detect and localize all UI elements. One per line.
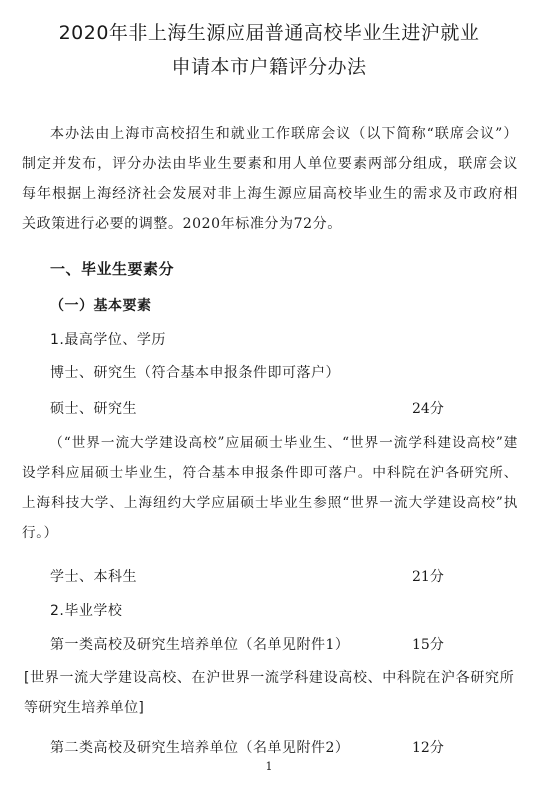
school-class2-score: 12分 [412, 740, 444, 756]
degree-master-score: 24分 [412, 401, 444, 417]
school-class1-note: [世界一流大学建设高校、在沪世界一流学科建设高校、中科院在沪各研究所等研究生培养单位] [24, 670, 514, 716]
degree-bachelor-label: 学士、本科生 [50, 569, 137, 585]
page-number: 1 [265, 760, 273, 773]
master-note: （“世界一流大学建设高校”应届硕士毕业生、“世界一流学科建设高校”建设学科应届硕士毕业生，符合基本申报条件即可落户。中科院在沪各研究所、上海科技大学、上海纽约大学应届硕士毕业生参照“世界一流大学建设高校”执行。） [22, 435, 518, 541]
school-class1-label: 第一类高校及研究生培养单位（名单见附件1） [50, 637, 350, 653]
intro-paragraph: 本办法由上海市高校招生和就业工作联席会议（以下简称“联席会议”）制定并发布，评分办法由毕业生要素和用人单位要素两部分组成，联席会议每年根据上海经济社会发展对非上海生源应届高校毕业生的需求及市政府相关政策进行必要的调整。2020年标准分为72分。 [22, 126, 518, 232]
item-heading-degree: 1.最高学位、学历 [50, 332, 166, 348]
degree-bachelor-score: 21分 [412, 569, 444, 585]
school-class2-label: 第二类高校及研究生培养单位（名单见附件2） [50, 740, 350, 756]
document-title-line-1: 2020年非上海生源应届普通高校毕业生进沪就业 [58, 22, 480, 44]
school-class1-score: 15分 [412, 637, 444, 653]
subsection-heading-basic-factors: （一）基本要素 [50, 298, 152, 314]
section-heading-graduate-factors: 一、毕业生要素分 [50, 260, 175, 278]
item-heading-school: 2.毕业学校 [50, 603, 123, 619]
degree-master-label: 硕士、研究生 [50, 401, 137, 417]
degree-phd: 博士、研究生（符合基本申报条件即可落户） [50, 365, 340, 381]
document-title-line-2: 申请本市户籍评分办法 [171, 56, 367, 78]
